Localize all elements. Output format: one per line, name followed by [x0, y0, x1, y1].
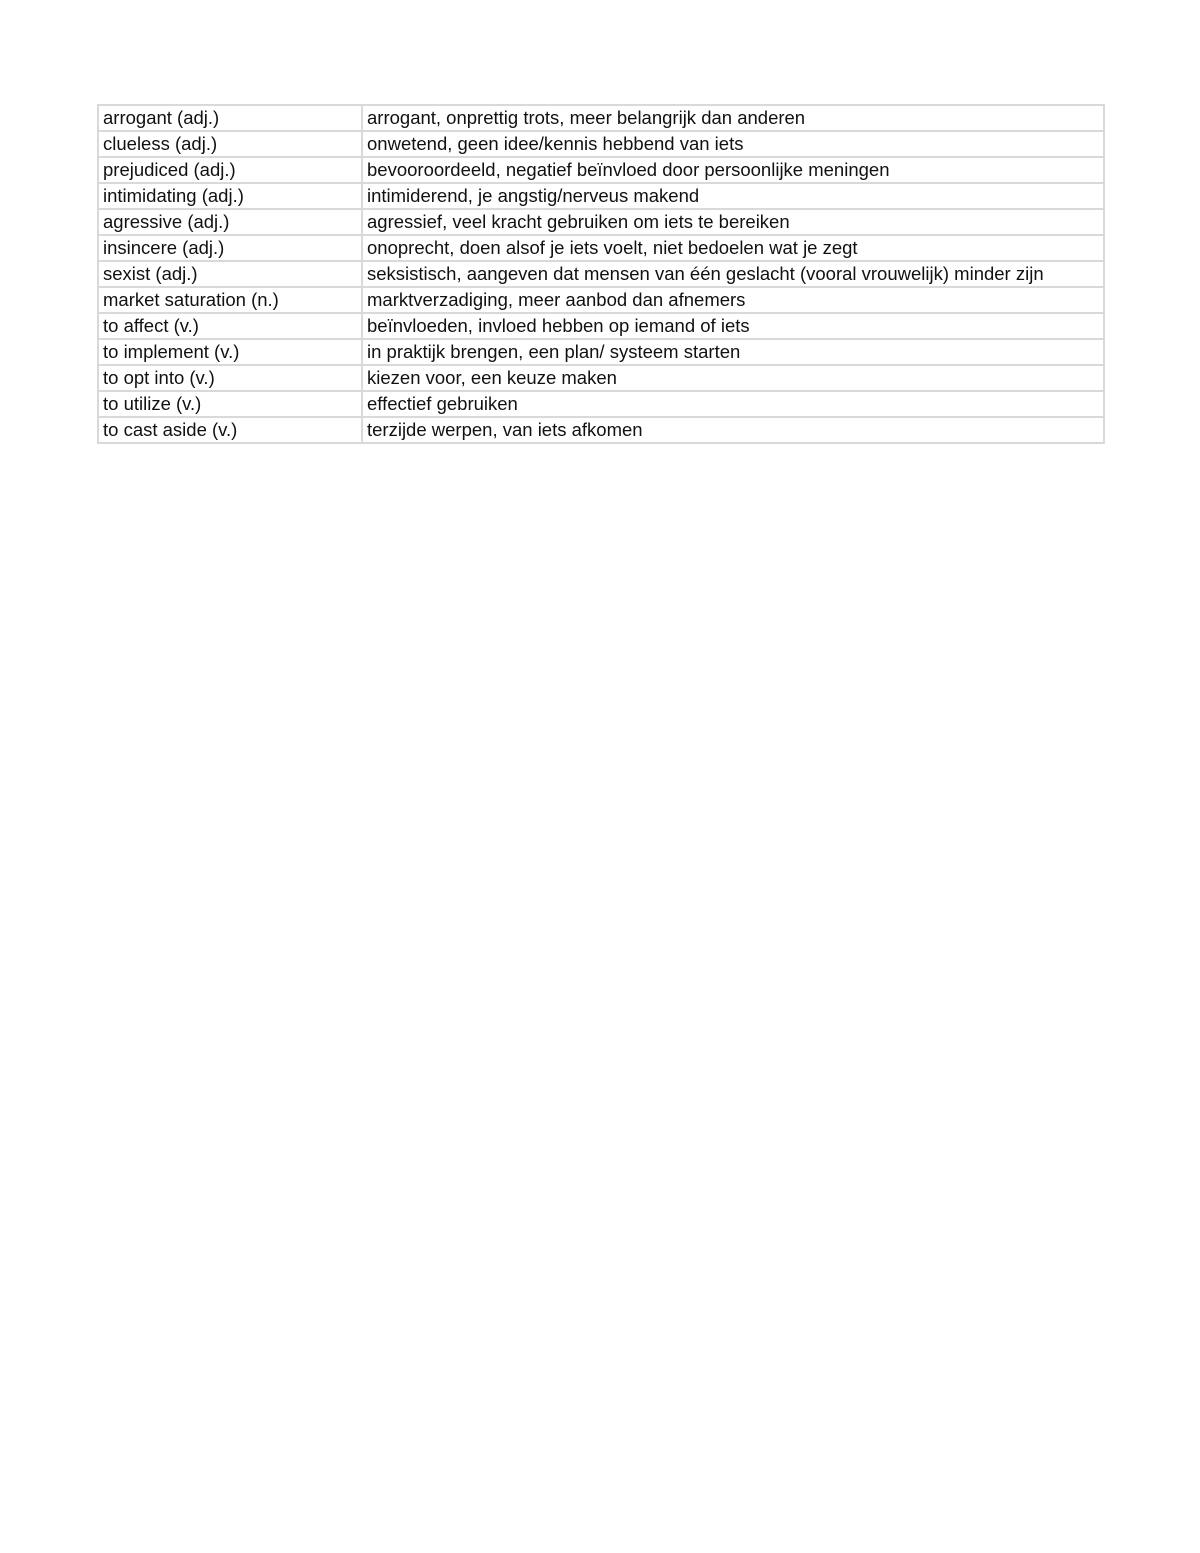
term-cell: agressive (adj.) [98, 209, 362, 235]
definition-cell: seksistisch, aangeven dat mensen van één geslacht (vooral vrouwelijk) minder zijn [362, 261, 1104, 287]
term-cell: arrogant (adj.) [98, 105, 362, 131]
definition-cell: agressief, veel kracht gebruiken om iets te bereiken [362, 209, 1104, 235]
term-cell: insincere (adj.) [98, 235, 362, 261]
definition-cell: terzijde werpen, van iets afkomen [362, 417, 1104, 443]
table-row [98, 339, 1104, 365]
definition-cell: bevooroordeeld, negatief beïnvloed door persoonlijke meningen [362, 157, 1104, 183]
term-cell: prejudiced (adj.) [98, 157, 362, 183]
definition-cell: onwetend, geen idee/kennis hebbend van iets [362, 131, 1104, 157]
definition-cell: onoprecht, doen alsof je iets voelt, niet bedoelen wat je zegt [362, 235, 1104, 261]
table-row [98, 261, 1104, 287]
table-row [98, 209, 1104, 235]
term-cell: to cast aside (v.) [98, 417, 362, 443]
table-row [98, 131, 1104, 157]
definition-cell: marktverzadiging, meer aanbod dan afnemers [362, 287, 1104, 313]
definition-cell: intimiderend, je angstig/nerveus makend [362, 183, 1104, 209]
term-cell: to implement (v.) [98, 339, 362, 365]
term-cell: market saturation (n.) [98, 287, 362, 313]
table-row [98, 417, 1104, 443]
table-row [98, 391, 1104, 417]
term-cell: clueless (adj.) [98, 131, 362, 157]
table-row [98, 105, 1104, 131]
table-row [98, 287, 1104, 313]
definition-cell: effectief gebruiken [362, 391, 1104, 417]
definition-cell: arrogant, onprettig trots, meer belangrijk dan anderen [362, 105, 1104, 131]
term-cell: to opt into (v.) [98, 365, 362, 391]
term-cell: to utilize (v.) [98, 391, 362, 417]
definition-cell: in praktijk brengen, een plan/ systeem starten [362, 339, 1104, 365]
table-row [98, 365, 1104, 391]
vocabulary-table [97, 104, 1105, 444]
table-row [98, 313, 1104, 339]
definition-cell: beïnvloeden, invloed hebben op iemand of iets [362, 313, 1104, 339]
table-row [98, 235, 1104, 261]
term-cell: intimidating (adj.) [98, 183, 362, 209]
term-cell: to affect (v.) [98, 313, 362, 339]
table-row [98, 183, 1104, 209]
definition-cell: kiezen voor, een keuze maken [362, 365, 1104, 391]
table-row [98, 157, 1104, 183]
term-cell: sexist (adj.) [98, 261, 362, 287]
